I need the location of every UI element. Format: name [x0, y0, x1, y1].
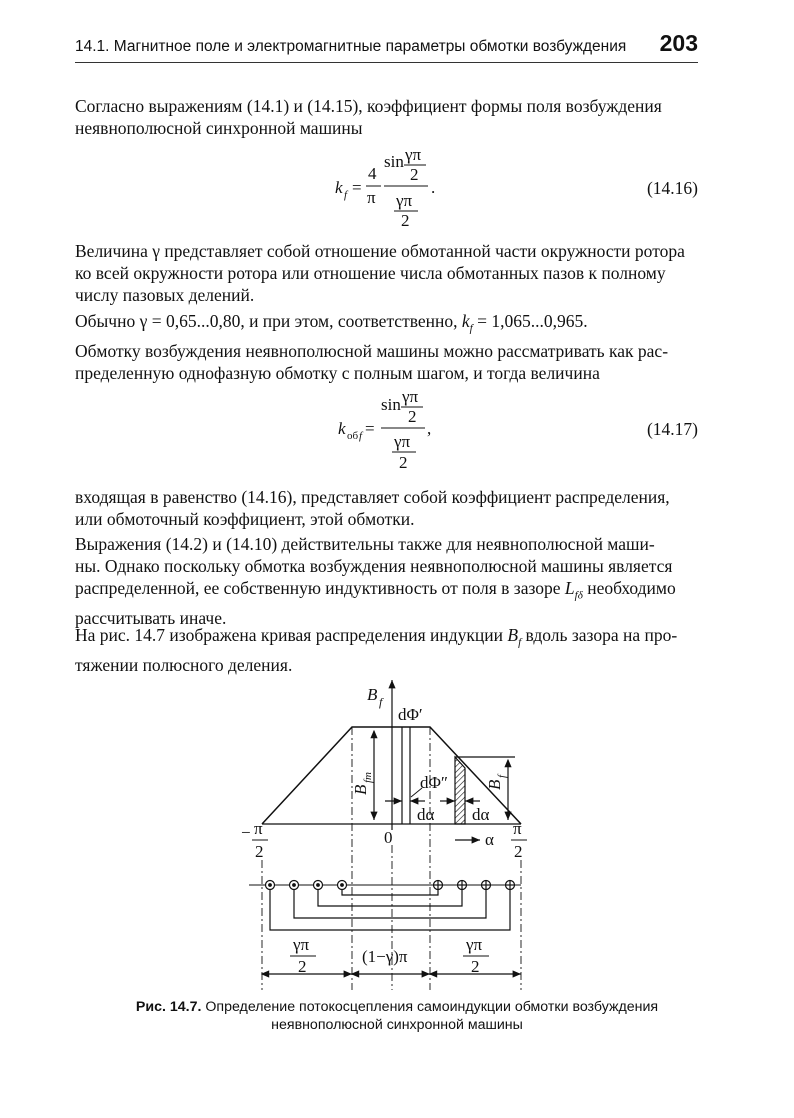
symbol-k: k	[461, 311, 470, 331]
label-two: 2	[298, 957, 307, 976]
formula-eq: =	[352, 178, 362, 197]
formula-two-top: 2	[408, 407, 417, 426]
label-two: 2	[471, 957, 480, 976]
text-run: На рис. 14.7 изображена кривая распределения индукции	[75, 625, 503, 645]
text-run: вдоль зазора на про-	[525, 625, 678, 645]
winding-loop-4	[342, 885, 438, 895]
text-line: Обмотку возбуждения неявнополюсной машины можно рассматривать как рас-	[75, 341, 669, 361]
text-line: или обмоточный коэффициент, этой обмотки.	[75, 509, 415, 529]
symbol-sub: fδ	[574, 589, 583, 602]
caption-line-2: неявнополюсной синхронной машины	[271, 1017, 523, 1033]
text-run: распределенной, ее собственную индуктивность от поля в зазоре	[75, 578, 561, 598]
formula-lhs-subsub: f	[359, 430, 363, 442]
formula-lhs-sub: об	[347, 430, 359, 442]
text-run: = 1,065...0,965.	[477, 311, 588, 331]
caption-line-1	[0, 998, 794, 1016]
conductor-cross	[506, 881, 515, 890]
text-line: Величина γ представляет собой отношение обмотанной части окружности ротора	[75, 241, 685, 261]
formula-gp-top: γπ	[402, 387, 419, 406]
text-run: необходимо	[587, 578, 676, 598]
label-minus: −	[241, 823, 251, 842]
symbol-L: L	[564, 578, 575, 598]
label-gp: γπ	[293, 935, 310, 954]
formula-coef-den: π	[367, 188, 376, 207]
running-header: 14.1. Магнитное поле и электромагнитные параметры обмотки возбуждения	[75, 38, 627, 55]
formula-gp-top: γπ	[405, 145, 422, 164]
formula-two-top: 2	[410, 165, 419, 184]
text-line: числу пазовых делений.	[75, 285, 255, 305]
label-sub: fm	[362, 772, 374, 783]
formula-lhs-k: k	[338, 419, 346, 438]
caption-label: Рис. 14.7.	[135, 999, 202, 1015]
label-bf-right: B	[485, 779, 504, 790]
text-line: Согласно выражениям (14.1) и (14.15), коэффициент формы поля возбуждения	[75, 96, 662, 116]
formula-two-bot: 2	[401, 211, 410, 230]
symbol-sub: f	[469, 322, 473, 335]
label-dalpha-2: dα	[472, 805, 490, 824]
conductor-cross	[482, 881, 491, 890]
label-zero: 0	[384, 828, 393, 847]
label-two: 2	[255, 842, 264, 861]
text-run: Обычно γ = 0,65...0,80, и при этом, соответственно,	[75, 311, 458, 331]
conductor-cross	[458, 881, 467, 890]
label-pi: π	[513, 819, 522, 838]
formula-end: ,	[427, 419, 432, 438]
label-gp: γπ	[466, 935, 483, 954]
formula-number-14-16: (14.16)	[646, 178, 698, 198]
text-line: неявнополюсной синхронной машины	[75, 118, 363, 138]
conductor-cross	[434, 881, 443, 890]
formula-sin: sin	[381, 395, 401, 414]
formula-number-14-17: (14.17)	[646, 419, 698, 439]
text-line: рассчитывать иначе.	[75, 607, 227, 628]
symbol-B: B	[507, 625, 519, 645]
text-line: ко всей окружности ротора или отношение числа обмотанных пазов к полному	[75, 263, 666, 283]
label-bfm: B	[351, 784, 370, 795]
label-alpha: α	[485, 830, 494, 849]
formula-sin: sin	[384, 152, 404, 171]
formula-gp-bot: γπ	[396, 191, 413, 210]
text-line: ны. Однако поскольку обмотка возбуждения неявнополюсной машины является	[75, 556, 673, 576]
formula-lhs-k: k	[335, 178, 343, 197]
formula-end: .	[431, 178, 436, 197]
text-line: пределенную однофазную обмотку с полным шагом, и тогда величина	[75, 363, 600, 383]
label-two: 2	[514, 842, 523, 861]
label-dalpha-1: dα	[417, 805, 435, 824]
caption-text: Определение потокосцепления самоиндукции обмотки возбуждения	[205, 999, 659, 1015]
text-line: тяжении полюсного деления.	[75, 654, 293, 675]
text-line: входящая в равенство (14.16), представляет собой коэффициент распределения,	[75, 487, 670, 507]
text-line: Выражения (14.2) и (14.10) действительны также для неявнополюсной маши-	[75, 534, 655, 554]
formula-eq: =	[365, 419, 375, 438]
label-pi: π	[254, 819, 263, 838]
label-bf-axis: B	[367, 685, 378, 704]
symbol-sub: f	[518, 636, 522, 649]
formula-lhs-sub: f	[344, 189, 348, 201]
page-number: 203	[659, 30, 698, 56]
figure-caption	[0, 998, 794, 1034]
hatched-strip	[455, 757, 465, 824]
label-sub: f	[496, 774, 508, 778]
winding-loop-2	[294, 885, 486, 918]
formula-coef-num: 4	[368, 164, 377, 183]
label-dphi-dprime: dΦ″	[420, 773, 449, 792]
formula-gp-bot: γπ	[394, 432, 411, 451]
formula-two-bot: 2	[399, 453, 408, 472]
label-sub: f	[379, 695, 383, 709]
label-one-minus-gamma: (1−γ)π	[362, 947, 408, 966]
label-dphi-prime: dΦ′	[398, 705, 423, 724]
winding-loop-1	[270, 885, 510, 930]
